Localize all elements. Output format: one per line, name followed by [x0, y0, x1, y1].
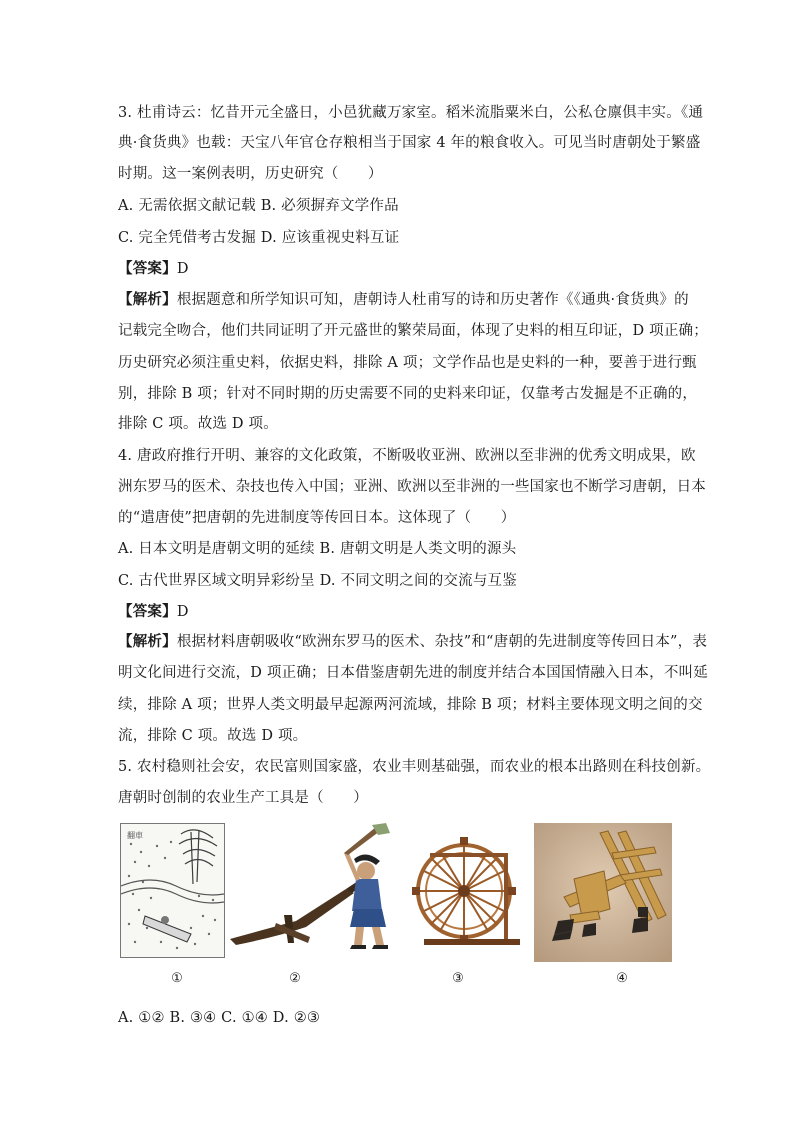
- figure-label-4: ④: [616, 971, 628, 986]
- analysis-tag: 【解析】: [118, 633, 177, 650]
- q4-analysis-line-2: 明文化间进行交流，D 项正确；日本借鉴唐朝先进的制度并结合本国国情融入日本，不叫延: [118, 665, 708, 681]
- analysis-text: 根据材料唐朝吸收“欧洲东罗马的医术、杂技”和“唐朝的先进制度等传回日本”，表: [176, 634, 708, 650]
- svg-text:翻車: 翻車: [127, 831, 143, 840]
- q4-stem-line-2: 洲东罗马的医术、杂技也传入中国；亚洲、欧洲以至非洲的一些国家也不断学习唐朝，日本: [118, 479, 706, 495]
- q4-analysis-line-4: 流，排除 C 项。故选 D 项。: [118, 728, 308, 744]
- q3-analysis-line-3: 历史研究必须注重史料，依据史料，排除 A 项；文学作品也是史料的一种，要善于进行甄: [118, 355, 697, 371]
- q3-options-cd: C. 完全凭借考古发掘 D. 应该重视史料互证: [118, 230, 400, 246]
- q4-stem-line-1: 4. 唐政府推行开明、兼容的文化政策，不断吸收亚洲、欧洲以至非洲的优秀文明成果，欧: [118, 448, 696, 464]
- q4-analysis-line-1: [118, 632, 707, 652]
- q3-stem-line-1: 3. 杜甫诗云：忆昔开元全盛日，小邑犹藏万家室。稻米流脂粟米白，公私仓廪俱丰实。《通: [118, 105, 704, 121]
- analysis-tag: 【解析】: [118, 291, 177, 308]
- waterwheel-model-image: [410, 829, 528, 948]
- q3-stem-line-3: 时期。这一案例表明，历史研究（ ）: [118, 166, 383, 182]
- answer-tag: 【答案】: [118, 260, 177, 277]
- q4-stem-line-3: 的“遣唐使”把唐朝的先进制度等传回日本。这体现了（ ）: [118, 510, 516, 526]
- plowing-farmer-image: [226, 823, 396, 956]
- q5-options: A. ①② B. ③④ C. ①④ D. ②③: [118, 1010, 321, 1026]
- answer-value: D: [176, 261, 189, 277]
- q3-answer: [118, 259, 189, 279]
- q3-options-ab: A. 无需依据文献记载 B. 必须摒弃文学作品: [118, 198, 399, 214]
- answer-value: D: [176, 604, 189, 620]
- q5-stem-line-2: 唐朝时创制的农业生产工具是（ ）: [118, 790, 368, 806]
- q4-analysis-line-3: 续，排除 A 项；世界人类文明最早起源两河流域，排除 B 项；材料主要体现文明之间的交: [118, 697, 703, 713]
- q5-stem-line-1: 5. 农村稳则社会安，农民富则国家盛，农业丰则基础强，而农业的根本出路则在科技创新。: [118, 759, 711, 775]
- irrigation-woodcut-image: [120, 823, 225, 958]
- figure-label-1: ①: [171, 971, 183, 986]
- figure-label-2: ②: [289, 971, 301, 986]
- q4-options-ab: A. 日本文明是唐朝文明的延续 B. 唐朝文明是人类文明的源头: [118, 541, 517, 557]
- q3-analysis-line-4: 别，排除 B 项；针对不同时期的历史需要不同的史料来印证，仅靠考古发掘是不正确的，: [118, 386, 698, 402]
- figure-label-3: ③: [452, 971, 464, 986]
- q3-analysis-line-2: 记载完全吻合，他们共同证明了开元盛世的繁荣局面，体现了史料的相互印证，D 项正确；: [118, 323, 708, 339]
- curved-plow-model-image: [534, 823, 672, 962]
- q4-options-cd: C. 古代世界区域文明异彩纷呈 D. 不同文明之间的交流与互鉴: [118, 573, 517, 589]
- q3-analysis-line-1: [118, 290, 689, 310]
- q3-analysis-line-5: 排除 C 项。故选 D 项。: [118, 416, 278, 432]
- analysis-text: 根据题意和所学知识可知，唐朝诗人杜甫写的诗和历史著作《《通典·食货典》的: [176, 292, 689, 308]
- answer-tag: 【答案】: [118, 603, 177, 620]
- q4-answer: [118, 602, 189, 622]
- q3-stem-line-2: 典·食货典》也载：天宝八年官仓存粮相当于国家 4 年的粮食收入。可见当时唐朝处于繁盛: [118, 135, 701, 151]
